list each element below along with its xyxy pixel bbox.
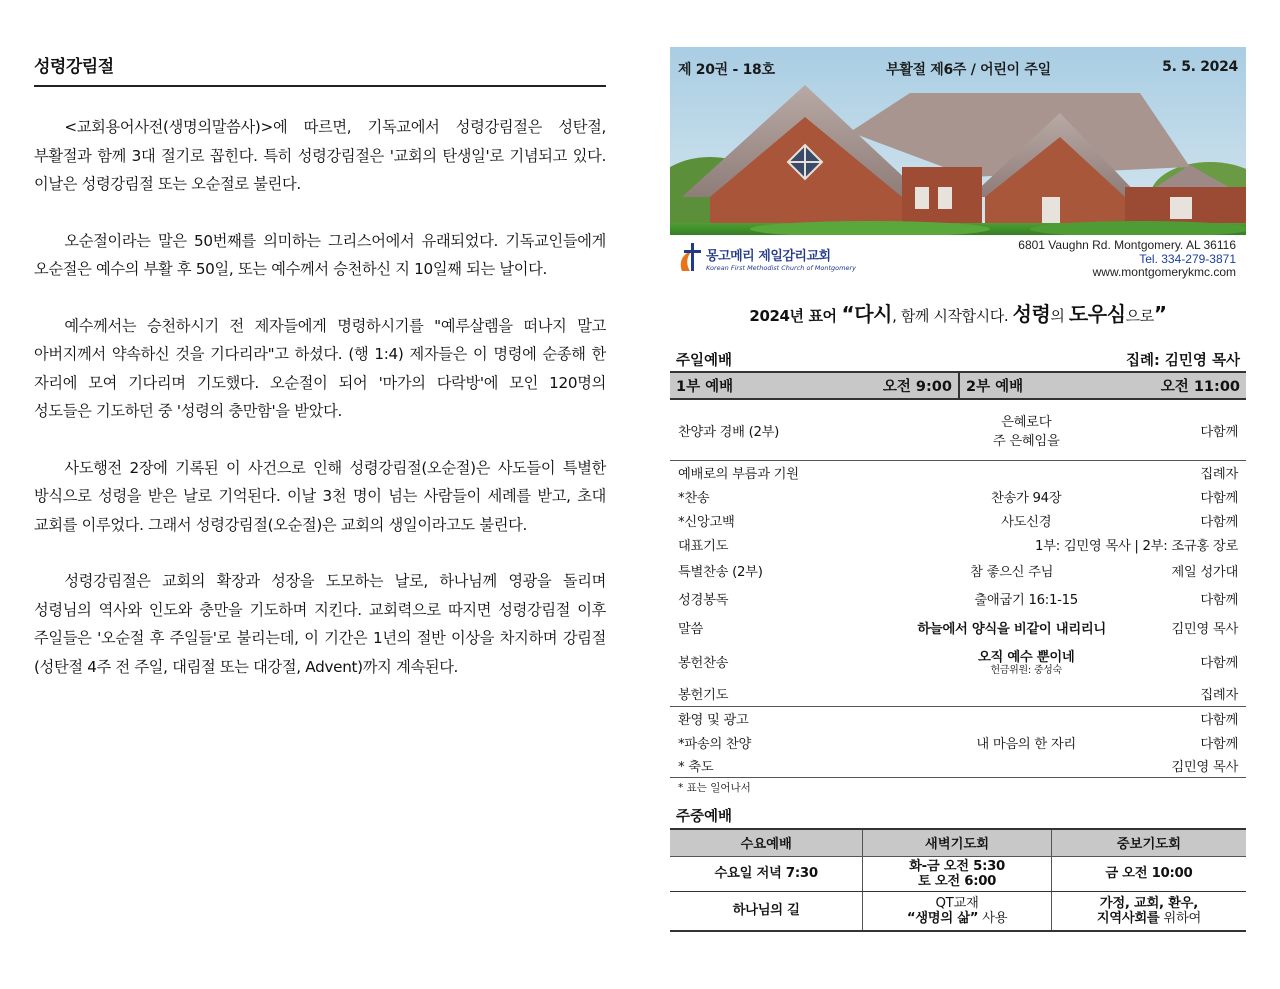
sunday-worship-header (670, 349, 1246, 373)
weekday-worship-table (670, 830, 1246, 932)
order-item: 예배로의 부름과 기원 (678, 467, 799, 482)
order-item: 환영 및 광고 (678, 713, 749, 728)
sermon-title: 하늘에서 양식을 비같이 내리리니 (917, 621, 1106, 637)
bulletin-banner (670, 47, 1246, 286)
dawn-text-line: 사용 (978, 910, 1008, 926)
order-row (670, 484, 1246, 508)
article-paragraph: 예수께서는 승천하시기 전 제자들에게 명령하시기를 "예루살렘을 떠나지 말고 아버지께서 약속하신 것을 기다리라"고 하셨다. (행 1:4) 제자들은 이 명령에 순종해 한 자리에 모여 기다리며 기도했다. 오순절이 되어 '마가의 다락방'에 모인 120명의 성도들은 기도하던 중 '성령의 충만함'을 받았다. (34, 316, 606, 420)
table-row (670, 891, 1246, 931)
article-paragraph: <교회용어사전(생명의말씀사)>에 따르면, 기독교에서 성령강림절은 성탄절, 부활절과 함께 3대 절기로 꼽힌다. 특히 성령강림절은 '교회의 탄생일'로 기념되고 있다. 이날은 성령강림절 또는 오순절로 불린다. (34, 118, 606, 193)
service-second-time: 오전 11:00 (1160, 379, 1240, 395)
order-row (670, 508, 1246, 532)
dawn-text-line: QT교재 (935, 895, 979, 911)
service-second-name: 2부 예배 (966, 379, 1024, 395)
weekday-worship-title: 주중예배 (670, 805, 1246, 830)
article-paragraph: 오순절이라는 말은 50번째를 의미하는 그리스어에서 유래되었다. 기독교인들에게 오순절은 예수의 부활 후 50일, 또는 예수께서 승천하신 지 10일째 되는 날이다. (34, 231, 606, 278)
offering-committee: 헌금위원: 중성숙 (990, 665, 1062, 676)
order-by: 다함께 (1200, 592, 1238, 608)
dawn-time-line: 토 오전 6:00 (917, 873, 997, 889)
order-by: 다함께 (1200, 490, 1238, 506)
order-content: 참 좋으신 주님 (970, 564, 1054, 580)
table-header: 중보기도회 (1051, 830, 1246, 856)
order-content (852, 411, 1200, 449)
article-paragraph: 성령강림절은 교회의 확장과 성장을 도모하는 날로, 하나님께 영광을 돌리며 성령님의 역사와 인도와 충만을 기도하며 지킨다. 교회력으로 따지면 성령강림절 이후 주일들은 '오순절 후 주일들'로 불리는데, 이 기간은 1년의 절반 이상을 차지하며 강림절(성탄절 4주 전 주일, 대림절 또는 대강절, Advent)까지 계속된다. (34, 572, 606, 676)
occasion: 부활절 제6주 / 어린이 주일 (886, 62, 1051, 78)
volume-number: 제 20권 - 18호 (678, 62, 775, 78)
standing-note: * 표는 일어나서 (678, 782, 751, 794)
wednesday-time: 수요일 저녁 7:30 (670, 856, 863, 891)
cross-flame-icon (678, 241, 702, 275)
table-row (670, 856, 1246, 891)
order-item: 대표기도 (678, 538, 729, 554)
dawn-prayer-time (863, 856, 1051, 891)
order-by: 다함께 (1200, 713, 1238, 728)
church-phone: Tel. 334-279-3871 (1139, 251, 1236, 266)
service-second (958, 373, 1246, 398)
order-item: 봉헌찬송 (678, 655, 729, 671)
intercession-purpose (1051, 891, 1246, 931)
motto-text: 으로 (1125, 307, 1154, 325)
order-row (670, 532, 1246, 556)
order-row (670, 612, 1246, 642)
order-content: 출애굽기 16:1-15 (974, 592, 1078, 608)
order-by: 제일 성가대 (1171, 564, 1238, 580)
order-item: 성경봉독 (678, 592, 729, 608)
order-by: 다함께 (1200, 424, 1238, 440)
order-row (670, 730, 1246, 754)
order-row (670, 642, 1246, 680)
article-title: 성령강림절 (34, 52, 606, 87)
service-first (670, 373, 958, 398)
church-website: www.montgomerykmc.com (1092, 265, 1236, 279)
church-name-korean: 몽고메리 제일감리교회 (706, 248, 831, 264)
bulletin-date: 5. 5. 2024 (1162, 59, 1238, 75)
intercession-line: 위하여 (1159, 910, 1202, 926)
church-contact (1018, 239, 1236, 280)
order-item: *신앙고백 (678, 514, 735, 530)
order-item: *파송의 찬양 (678, 736, 751, 752)
yearly-motto (670, 298, 1246, 327)
church-logo (678, 241, 856, 275)
bulletin-info-bar (670, 59, 1246, 79)
order-of-worship (670, 400, 1246, 795)
order-item: 특별찬송 (2부) (678, 564, 763, 580)
article-paragraph: 사도행전 2장에 기록된 이 사건으로 인해 성령강림절(오순절)은 사도들이 특별한 방식으로 성령을 받은 날로 기억된다. 이날 3천 명이 넘는 사람들이 세례를 받고, 초대 교회를 이루었다. 그래서 성령강림절(오순절)은 교회의 생일이라고도 불린다. (34, 458, 606, 534)
service-first-name: 1부 예배 (676, 379, 734, 395)
order-row (670, 556, 1246, 584)
motto-word: 성령 (1012, 302, 1051, 326)
order-by: 집례자 (1200, 687, 1238, 703)
order-row (670, 706, 1246, 730)
order-item: * 축도 (678, 760, 714, 775)
motto-word: 도우심 (1068, 302, 1126, 326)
offering-hymn: 오직 예수 뿐이네 (977, 650, 1075, 665)
order-row (670, 680, 1246, 706)
order-row (670, 754, 1246, 778)
motto-quote-open: “ (841, 302, 855, 326)
order-by: 김민영 목사 (1171, 621, 1238, 637)
service-times-bar (670, 373, 1246, 400)
order-item: *찬송 (678, 490, 710, 506)
order-row (670, 400, 1246, 460)
intercession-time: 금 오전 10:00 (1051, 856, 1246, 891)
intercession-line: 가정, 교회, 환우, (1099, 895, 1198, 911)
motto-text: , 함께 시작합시다. (892, 307, 1013, 325)
church-address: 6801 Vaughn Rd. Montgomery. AL 36116 (1018, 238, 1236, 252)
order-item: 찬양과 경배 (2부) (678, 424, 780, 440)
church-name-english: Korean First Methodist Church of Montgomery (706, 263, 856, 272)
intercession-line: 지역사회를 (1096, 910, 1160, 926)
order-by: 다함께 (1200, 736, 1238, 752)
dawn-prayer-material (863, 891, 1051, 931)
order-content-line: 은혜로다 (1001, 415, 1052, 430)
motto-prefix: 2024년 표어 (749, 307, 837, 325)
table-header: 수요예배 (670, 830, 863, 856)
order-row (670, 460, 1246, 484)
wednesday-title: 하나님의 길 (670, 891, 863, 931)
order-by: 다함께 (1200, 514, 1238, 530)
order-content (852, 646, 1200, 676)
worship-leader: 집례: 김민영 목사 (1126, 353, 1240, 369)
order-by: 김민영 목사 (1171, 760, 1238, 775)
order-content: 내 마음의 한 자리 (976, 736, 1076, 752)
order-by: 다함께 (1200, 655, 1238, 671)
article-body (34, 113, 606, 681)
table-header-row (670, 830, 1246, 856)
sunday-worship-title: 주일예배 (676, 353, 733, 369)
qt-book-title: “생명의 삶” (906, 910, 979, 926)
bulletin (670, 47, 1246, 932)
article (34, 52, 606, 709)
order-content: 사도신경 (1001, 514, 1052, 530)
order-content (852, 618, 1171, 637)
motto-quote-close: ” (1153, 302, 1167, 326)
order-content: 찬송가 94장 (990, 490, 1062, 506)
order-by: 집례자 (1200, 467, 1238, 482)
motto-word: 다시 (854, 302, 893, 326)
motto-text: 의 (1050, 307, 1069, 325)
order-item: 봉헌기도 (678, 687, 729, 703)
table-header: 새벽기도회 (863, 830, 1051, 856)
order-item: 말씀 (678, 621, 704, 637)
order-content-line: 주 은혜임을 (992, 434, 1060, 449)
dawn-time-line: 화-금 오전 5:30 (909, 858, 1005, 874)
order-by: 1부: 김민영 목사 | 2부: 조규홍 장로 (1035, 538, 1238, 554)
service-first-time: 오전 9:00 (882, 379, 952, 395)
order-row (670, 584, 1246, 612)
